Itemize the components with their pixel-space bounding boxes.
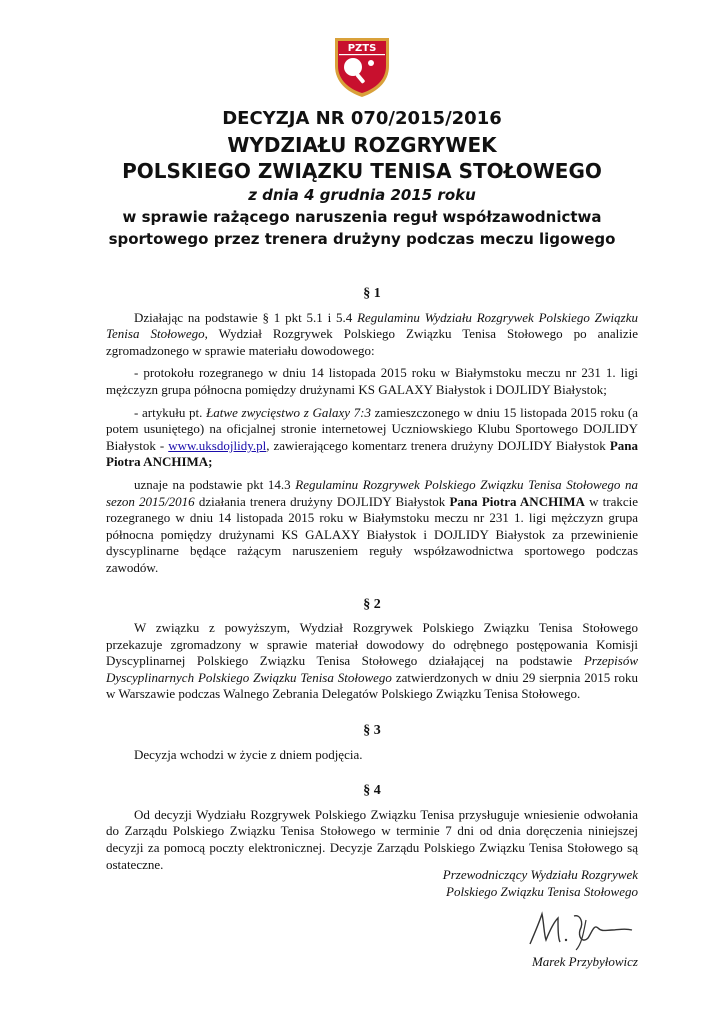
signer-role-line-2: Polskiego Związku Tenisa Stołowego — [446, 884, 638, 899]
section-2-heading: § 2 — [363, 596, 381, 612]
subject-line-2: sportowego przez trenera drużyny podczas meczu ligowego — [108, 230, 616, 248]
decision-body — [106, 286, 638, 879]
decision-number: DECYZJA NR 070/2015/2016 — [222, 108, 502, 129]
handwritten-signature-icon — [522, 900, 642, 952]
signer-name: Marek Przybyłowicz — [531, 954, 638, 969]
signature-block — [338, 866, 638, 900]
section-3-heading: § 3 — [363, 723, 381, 739]
signer-role-line-1: Przewodniczący Wydziału Rozgrywek — [442, 867, 638, 882]
club-website-link[interactable]: www.uksdojlidy.pl — [168, 437, 267, 453]
section-3-paragraph: Decyzja wchodzi w życie z dniem podjęcia. — [134, 746, 363, 762]
section-1-paragraph-3: - artykułu pt. Łatwe zwycięstwo z Galaxy 7:3 zamieszczonego w dniu 15 listopada 2015 roku (a potem usuniętego) na oficjalnej stronie internetowej Uczniowskiego Klubu Sportowego DOJLIDY Białystok - www.uksdojlidy.pl, zawierającego komentarz trenera drużyny DOJLIDY Białystok Pana Piotra ANCHIMA; — [106, 404, 638, 470]
section-4-paragraph: Od decyzji Wydziału Rozgrywek Polskiego Związku Tenisa przysługuje wniesienie odwołania do Zarządu Polskiego Związku Tenisa Stołowego w terminie 7 dni od dnia doręczenia niniejszej decyzji za pomocą poczty elektronicznej. Decyzje Zarządu Polskiego Związku Tenisa Stołowego są ostateczne. — [106, 806, 638, 872]
section-1-paragraph-4: uznaje na podstawie pkt 14.3 Regulaminu Rozgrywek Polskiego Związku Tenisa Stołowego na sezon 2015/2016 działania trenera drużyny DOJLIDY Białystok Pana Piotra ANCHIMA w trakcie rozegranego w dniu 14 listopada 2015 roku w Białymstoku meczu nr 231 1. ligi mężczyzn grupa północna pomiędzy drużynami KS GALAXY Białystok i DOJLIDY Białystok za przewinienie dyscyplinarne będące rażącym naruszeniem reguły współzawodnictwa sportowego podczas zawodów. — [106, 476, 638, 575]
organization-name: POLSKIEGO ZWIĄZKU TENISA STOŁOWEGO — [122, 159, 602, 183]
section-2-paragraph: W związku z powyższym, Wydział Rozgrywek Polskiego Związku Tenisa Stołowego przekazuje zgromadzony w sprawie materiał dowodowy do odrębnego postępowania Komisji Dyscyplinarnej Polskiego Związku Tenisa Stołowego działającej na podstawie Przepisów Dyscyplinarnych Polskiego Związku Tenisa Stołowego zatwierdzonych w dniu 29 sierpnia 2015 roku w Warszawie podczas Walnego Zebrania Delegatów Polskiego Związku Tenisa Stołowego. — [106, 620, 639, 702]
section-1-paragraph-2: - protokołu rozegranego w dniu 14 listopada 2015 roku w Białymstoku meczu nr 231 1. ligi mężczyzn grupa północna pomiędzy drużynami KS GALAXY Białystok i DOJLIDY Białystok; — [106, 365, 638, 397]
issuing-department: WYDZIAŁU ROZGRYWEK — [227, 133, 497, 157]
section-1-paragraph-1: Działając na podstawie § 1 pkt 5.1 i 5.4 Regulaminu Wydziału Rozgrywek Polskiego Związku Tenisa Stołowego, Wydział Rozgrywek Polskiego Związku Tenisa Stołowego po analizie zgromadzonego w sprawie materiału dowodowego: — [106, 309, 638, 358]
subject-line-1: w sprawie rażącego naruszenia reguł współzawodnictwa — [122, 208, 602, 226]
section-4-heading: § 4 — [363, 783, 381, 799]
pzts-logo — [333, 36, 391, 98]
decision-header — [0, 106, 724, 250]
section-1-heading: § 1 — [363, 286, 381, 301]
decision-date: z dnia 4 grudnia 2015 roku — [248, 186, 476, 204]
logo-text: PZTS — [347, 43, 377, 54]
